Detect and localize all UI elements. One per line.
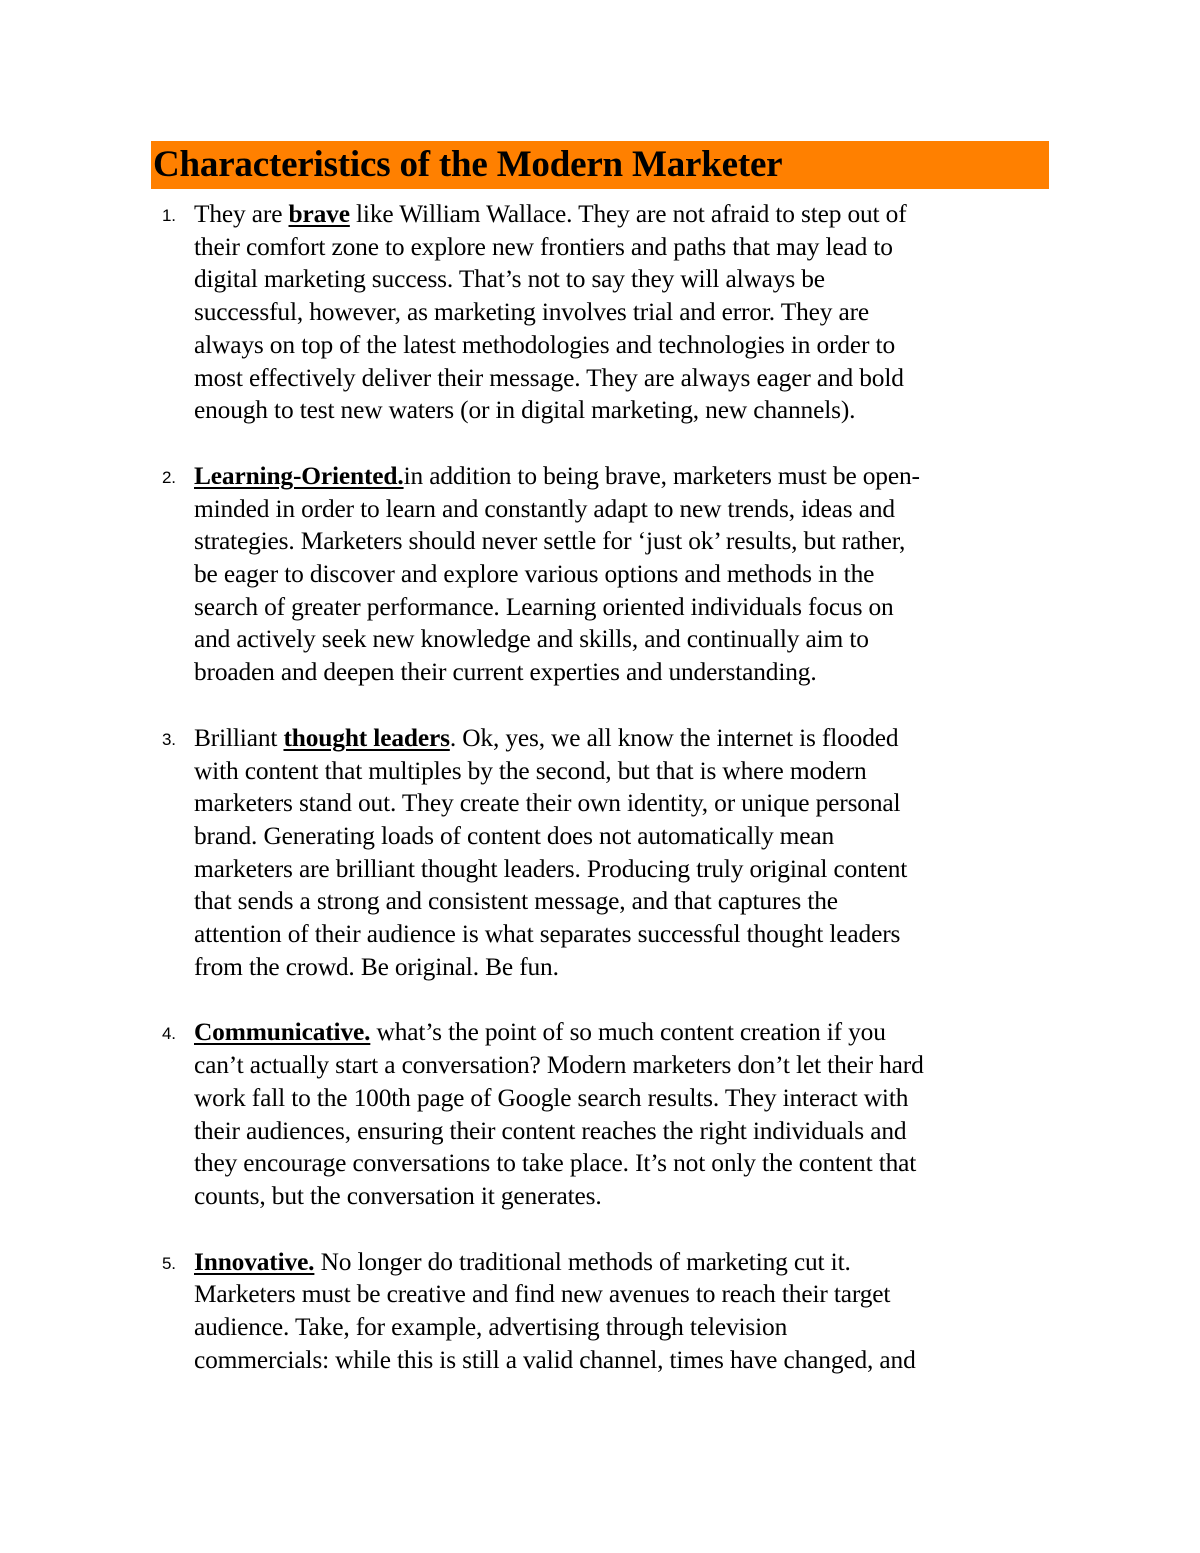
text-line: counts, but the conversation it generates. <box>194 1181 602 1210</box>
text-line: audience. Take, for example, advertising through television <box>194 1313 788 1342</box>
text-line: Communicative. what’s the point of so much content creation if you <box>194 1018 886 1047</box>
text-line: can’t actually start a conversation? Modern marketers don’t let their hard <box>194 1051 924 1080</box>
text-line: most effectively deliver their message. They are always eager and bold <box>194 363 904 392</box>
list-item <box>152 1246 1052 1377</box>
text-line: their comfort zone to explore new frontiers and paths that may lead to <box>194 232 893 261</box>
key-term: thought leaders <box>283 723 450 752</box>
text-line: Innovative. No longer do traditional methods of marketing cut it. <box>194 1247 851 1276</box>
list-number: 3. <box>162 729 176 749</box>
text-line: that sends a strong and consistent message, and that captures the <box>194 887 838 916</box>
text-line: they encourage conversations to take place. It’s not only the content that <box>194 1149 917 1178</box>
list-number: 2. <box>162 467 176 487</box>
text-line: Learning-Oriented.in addition to being brave, marketers must be open- <box>194 461 920 490</box>
text-line: with content that multiples by the second, but that is where modern <box>194 756 867 785</box>
text-line: commercials: while this is still a valid channel, times have changed, and <box>194 1345 916 1374</box>
text-line: from the crowd. Be original. Be fun. <box>194 952 559 981</box>
text-line: be eager to discover and explore various options and methods in the <box>194 560 875 589</box>
text-line: Marketers must be creative and find new avenues to reach their target <box>194 1280 891 1309</box>
list-item <box>152 198 1052 427</box>
key-term: Learning-Oriented. <box>194 461 404 490</box>
text-line: attention of their audience is what separates successful thought leaders <box>194 920 901 949</box>
text-line: They are brave like William Wallace. They are not afraid to step out of <box>194 200 907 228</box>
text-line: search of greater performance. Learning oriented individuals focus on <box>194 592 894 621</box>
text-line: broaden and deepen their current experties and understanding. <box>194 658 817 687</box>
text-line: Brilliant thought leaders. Ok, yes, we all know the internet is flooded <box>194 723 899 752</box>
text-line: marketers are brilliant thought leaders. Producing truly original content <box>194 854 908 883</box>
characteristics-list <box>152 198 1052 1410</box>
document-title: Characteristics of the Modern Marketer <box>153 144 783 185</box>
text-line: their audiences, ensuring their content reaches the right individuals and <box>194 1116 907 1145</box>
text-line: work fall to the 100th page of Google search results. They interact with <box>194 1083 909 1112</box>
text-line: and actively seek new knowledge and skills, and continually aim to <box>194 625 869 654</box>
list-item <box>152 1016 1052 1212</box>
key-term: Innovative. <box>194 1247 315 1276</box>
list-number: 4. <box>162 1024 176 1044</box>
text-line: strategies. Marketers should never settle for ‘just ok’ results, but rather, <box>194 527 906 556</box>
text-line: always on top of the latest methodologies and technologies in order to <box>194 330 895 359</box>
title-banner <box>151 141 1049 189</box>
list-number: 1. <box>162 206 176 225</box>
text-line: minded in order to learn and constantly adapt to new trends, ideas and <box>194 494 895 523</box>
key-term: brave <box>288 200 350 228</box>
text-line: digital marketing success. That’s not to say they will always be <box>194 265 825 294</box>
text-line: enough to test new waters (or in digital marketing, new channels). <box>194 396 856 425</box>
list-number: 5. <box>162 1253 176 1273</box>
text-line: successful, however, as marketing involves trial and error. They are <box>194 298 870 327</box>
text-line: brand. Generating loads of content does not automatically mean <box>194 821 835 850</box>
list-item <box>152 722 1052 984</box>
text-line: marketers stand out. They create their own identity, or unique personal <box>194 789 901 818</box>
list-item <box>152 460 1052 689</box>
key-term: Communicative. <box>194 1018 371 1047</box>
